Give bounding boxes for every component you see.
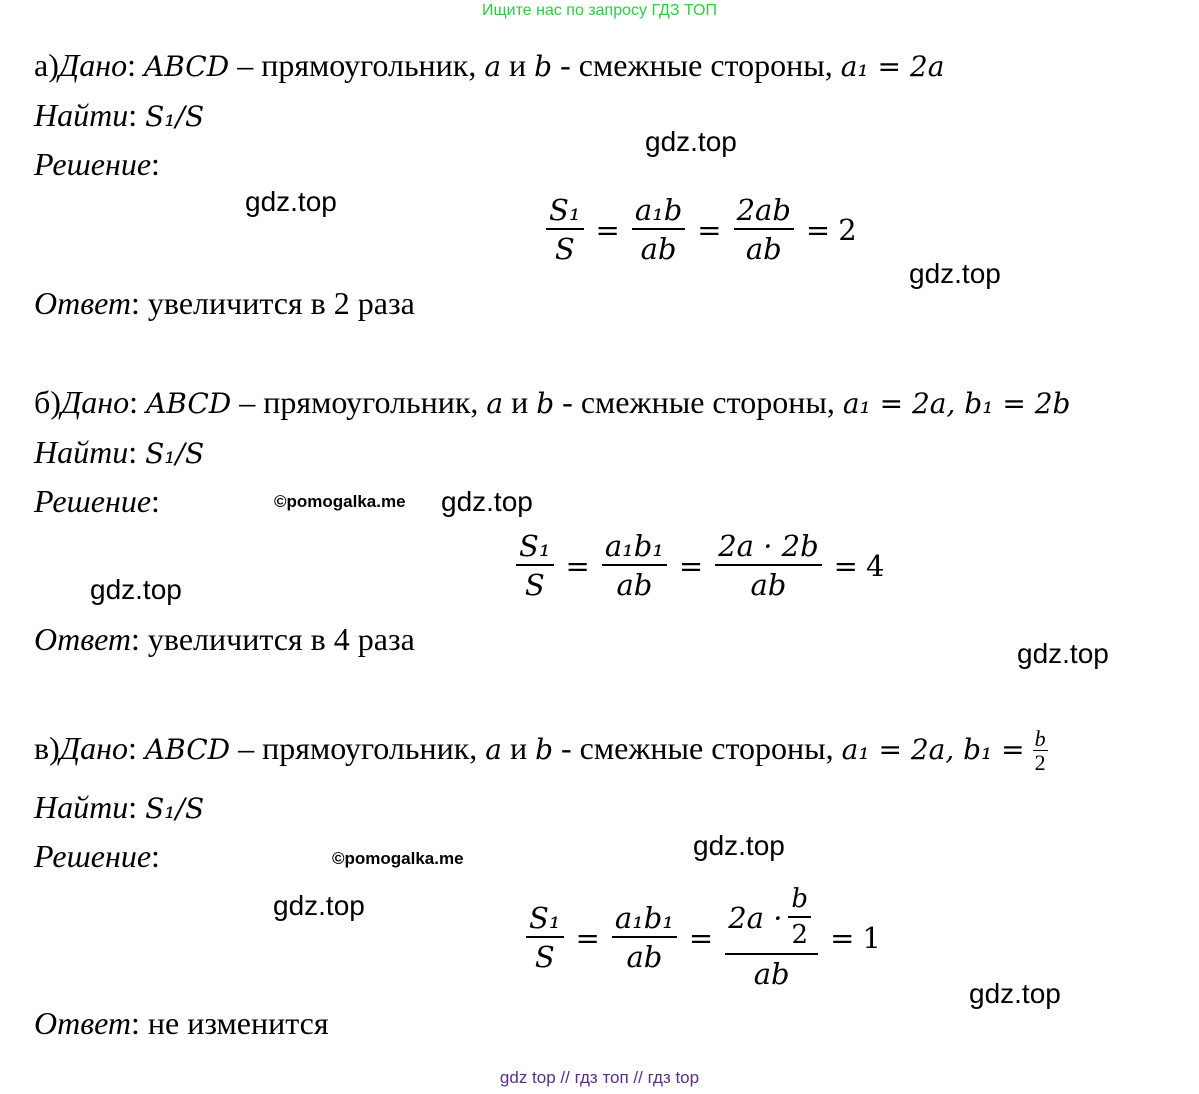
- watermark-gdz: gdz.top: [693, 830, 785, 861]
- watermark-gdz: gdz.top: [969, 978, 1061, 1009]
- footer-links[interactable]: gdz top // гдз топ // гдз top: [499, 1068, 700, 1087]
- part-b-prefix: б): [34, 384, 61, 420]
- part-a-solution-line: Решение:: [34, 146, 160, 182]
- part-c-prefix: в): [34, 729, 60, 766]
- watermark-gdz: gdz.top: [90, 574, 182, 605]
- part-a-prefix: а): [34, 47, 59, 83]
- part-c-result: 1: [862, 920, 881, 955]
- part-a-answer-line: Ответ: увеличится в 2 раза: [34, 285, 415, 321]
- watermark-gdz: gdz.top: [441, 486, 533, 517]
- part-c-answer-line: Ответ: не изменится: [34, 1005, 329, 1041]
- part-a-given-line: а)Дано: ABCD – прямоугольник, a и b - смежные стороны, a₁ = 2a: [34, 47, 945, 83]
- part-a-answer: увеличится в 2 раза: [147, 285, 415, 321]
- part-c-equation: $\frac{\text{S₁}}{S}$ = $\frac{\text{a₁b₁}}{ab}$ = 2a · $\frac{b}{2}$ ab = 1: [522, 886, 881, 989]
- part-c-answer: не изменится: [147, 1005, 329, 1041]
- watermark-pomogalka: ©pomogalka.me: [332, 849, 464, 868]
- part-b-condition: a₁ = 2a, b₁ = 2b: [842, 387, 1071, 420]
- part-a-equation: $\frac{\text{S₁}}{S}$ = $\frac{\text{a₁b}}{ab}$ = $\frac{2ab}{ab}$ = 2: [542, 195, 857, 265]
- given-label: Дано: [58, 47, 128, 83]
- watermark-gdz: gdz.top: [645, 126, 737, 157]
- part-a-condition: a₁ = 2a: [840, 50, 945, 83]
- watermark-gdz: gdz.top: [245, 186, 337, 217]
- part-b-equation: $\frac{\text{S₁}}{S}$ = $\frac{\text{a₁b₁}}{ab}$ = $\frac{2a \cdot 2b}{ab}$ = 4: [512, 531, 884, 601]
- part-c-condition: a₁ = 2a, b₁ =: [841, 732, 1025, 766]
- part-a-find-line: Найти: S₁/S: [34, 97, 205, 133]
- part-b-answer-line: Ответ: увеличится в 4 раза: [34, 621, 415, 657]
- rect-name: ABCD: [143, 50, 230, 83]
- watermark-gdz: gdz.top: [909, 258, 1001, 289]
- part-c-find-line: Найти: S₁/S: [34, 789, 205, 825]
- top-banner: Ищите нас по запросу ГДЗ ТОП: [482, 2, 717, 19]
- part-b-solution-line: Решение:: [34, 483, 160, 519]
- part-b-answer: увеличится в 4 раза: [147, 621, 415, 657]
- part-c-solution-line: Решение:: [34, 838, 160, 874]
- watermark-pomogalka: ©pomogalka.me: [274, 492, 406, 511]
- part-a-result: 2: [838, 212, 857, 247]
- watermark-gdz: gdz.top: [1017, 638, 1109, 669]
- part-b-result: 4: [865, 548, 885, 583]
- part-c-given-line: в)Дано: ABCD – прямоугольник, a и b - смежные стороны, a₁ = 2a, b₁ = $\frac{b}{2}$: [34, 726, 1046, 775]
- part-b-find-line: Найти: S₁/S: [34, 434, 205, 470]
- watermark-gdz: gdz.top: [273, 890, 365, 921]
- part-c-condition-fraction: $\frac{b}{2}$: [1034, 726, 1046, 775]
- part-b-given-line: б)Дано: ABCD – прямоугольник, a и b - смежные стороны, a₁ = 2a, b₁ = 2b: [34, 384, 1071, 420]
